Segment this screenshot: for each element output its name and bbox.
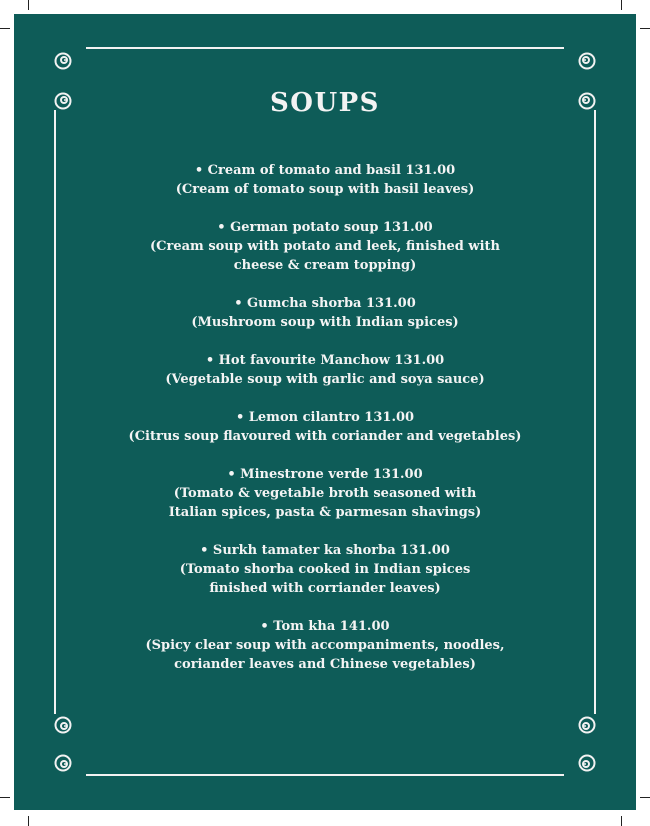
menu-item-description: (Citrus soup flavoured with coriander and vegetables) bbox=[128, 429, 522, 444]
frame-top bbox=[86, 47, 564, 49]
menu-item bbox=[74, 541, 576, 598]
menu-item bbox=[74, 465, 576, 522]
menu-item bbox=[74, 218, 576, 275]
menu-item-description: (Tomato & vegetable broth seasoned with Italian spices, pasta & parmesan shavings) bbox=[168, 486, 482, 520]
menu-item-name: • Minestrone verde 131.00 bbox=[227, 467, 423, 482]
swirl-ornament-icon bbox=[578, 52, 596, 70]
menu-item bbox=[74, 294, 576, 332]
menu-item-name: • Gumcha shorba 131.00 bbox=[234, 296, 416, 311]
menu-page bbox=[14, 14, 636, 810]
menu-item-name: • German potato soup 131.00 bbox=[217, 220, 433, 235]
menu-item bbox=[74, 351, 576, 389]
page-title bbox=[14, 88, 636, 119]
swirl-ornament-icon bbox=[578, 754, 596, 772]
crop-mark bbox=[28, 816, 29, 826]
frame-bottom bbox=[86, 774, 564, 776]
crop-mark bbox=[621, 0, 622, 10]
menu-item-description: (Tomato shorba cooked in Indian spices finished with corriander leaves) bbox=[179, 562, 471, 596]
crop-mark bbox=[640, 797, 650, 798]
menu-item-description: (Vegetable soup with garlic and soya sauce) bbox=[165, 372, 485, 387]
menu-item-name: • Surkh tamater ka shorba 131.00 bbox=[200, 543, 450, 558]
menu-item-list bbox=[74, 161, 576, 693]
swirl-ornament-icon bbox=[54, 716, 72, 734]
swirl-ornament-icon bbox=[578, 716, 596, 734]
swirl-ornament-icon bbox=[54, 52, 72, 70]
frame-right bbox=[594, 110, 596, 714]
menu-item-description: (Mushroom soup with Indian spices) bbox=[191, 315, 459, 330]
menu-item-description: (Cream of tomato soup with basil leaves) bbox=[175, 182, 475, 197]
menu-item-name: • Tom kha 141.00 bbox=[260, 619, 390, 634]
menu-item-description: (Cream soup with potato and leek, finished with cheese & cream topping) bbox=[150, 239, 500, 273]
menu-item-description: (Spicy clear soup with accompaniments, noodles, coriander leaves and Chinese vegetables) bbox=[145, 638, 505, 672]
crop-mark bbox=[621, 816, 622, 826]
menu-item bbox=[74, 408, 576, 446]
crop-mark bbox=[640, 28, 650, 29]
menu-item-name: • Cream of tomato and basil 131.00 bbox=[194, 163, 456, 178]
page-title-text: SOUPS bbox=[270, 88, 380, 118]
frame-left bbox=[54, 110, 56, 714]
menu-item-name: • Hot favourite Manchow 131.00 bbox=[205, 353, 445, 368]
crop-mark bbox=[0, 797, 10, 798]
crop-mark bbox=[28, 0, 29, 10]
menu-item bbox=[74, 617, 576, 674]
swirl-ornament-icon bbox=[54, 754, 72, 772]
menu-item bbox=[74, 161, 576, 199]
menu-item-name: • Lemon cilantro 131.00 bbox=[235, 410, 415, 425]
crop-mark bbox=[0, 28, 10, 29]
